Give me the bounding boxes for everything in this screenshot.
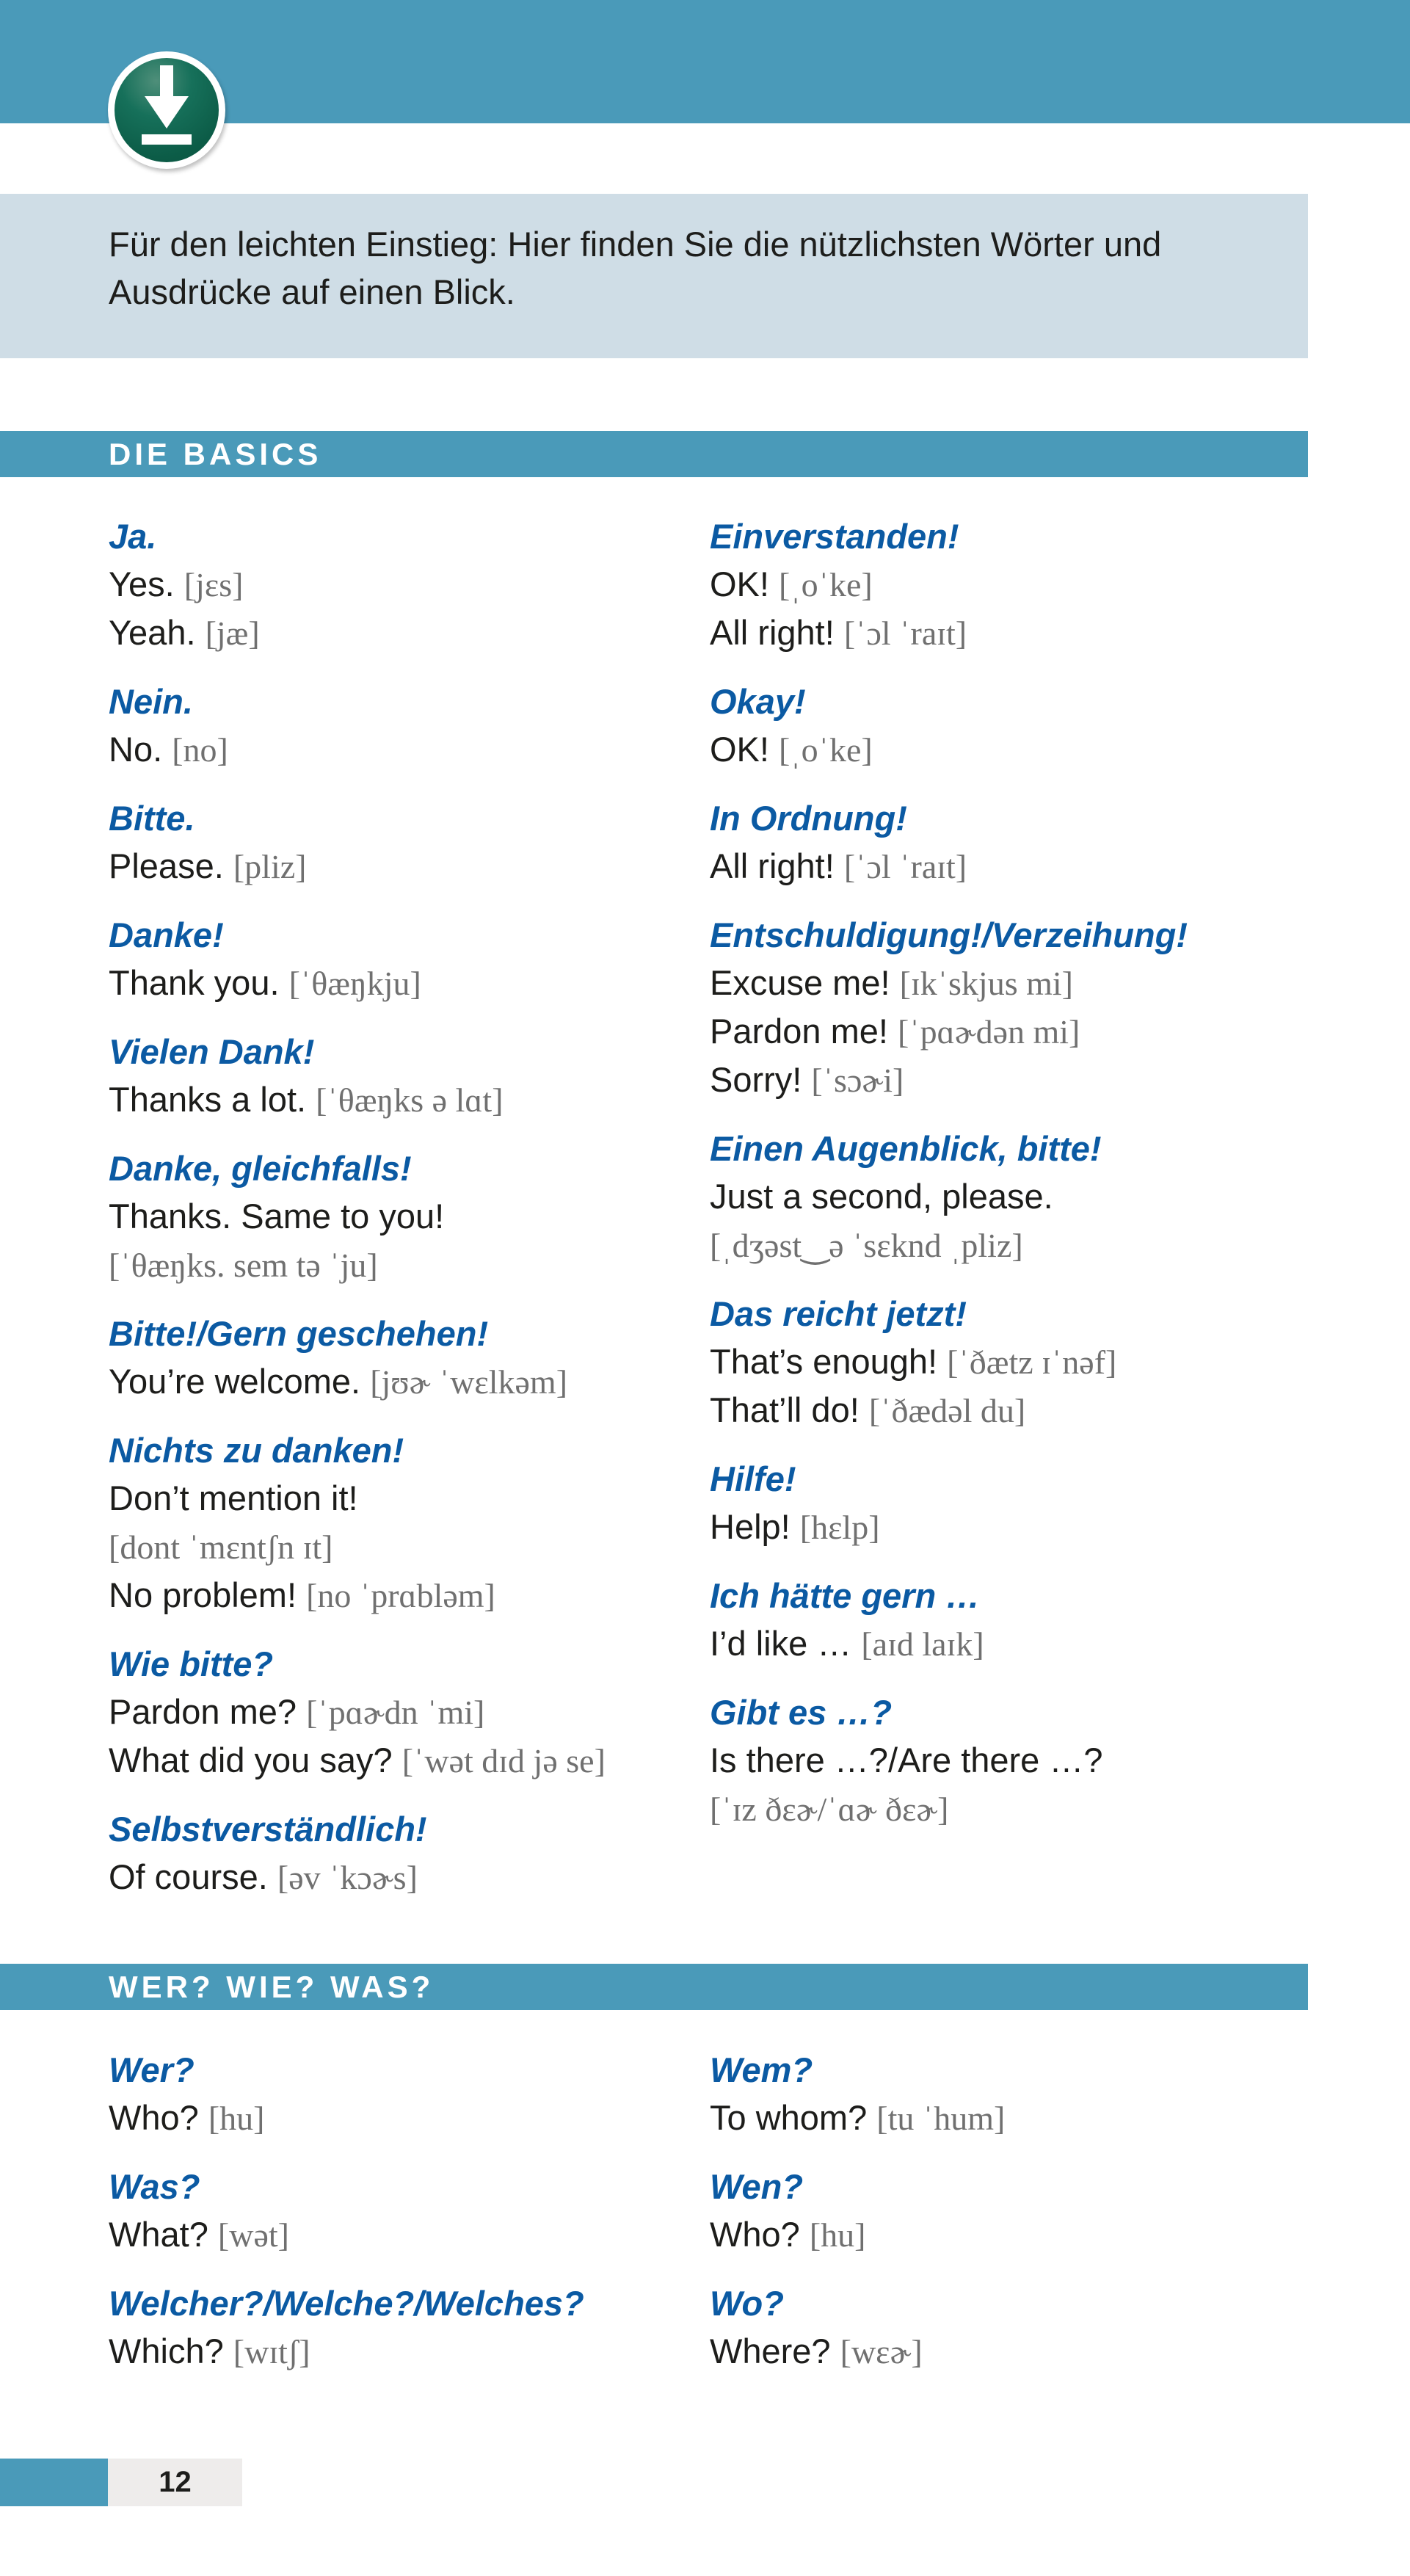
translation-line: [710, 609, 1297, 657]
english-translation: Pardon me?: [109, 1692, 297, 1731]
translation-line: [109, 1075, 696, 1124]
english-translation: Yes.: [109, 565, 175, 603]
phrase-entry: [710, 2163, 1297, 2259]
phrase-entry: [710, 2046, 1297, 2142]
german-phrase: Okay!: [710, 682, 806, 721]
translation-line: [109, 1853, 696, 1901]
english-translation: Where?: [710, 2332, 831, 2370]
english-translation: Of course.: [109, 1857, 268, 1896]
download-arrow-glyph: [115, 58, 219, 162]
section-title: DIE BASICS: [109, 437, 322, 471]
english-translation: Pardon me!: [710, 1012, 888, 1051]
download-icon: [108, 51, 225, 169]
german-phrase: Ja.: [109, 517, 157, 556]
ipa-pronunciation: [ˈpɑɚdən mi]: [898, 1013, 1080, 1051]
english-translation: All right!: [710, 613, 835, 652]
english-translation: I’d like …: [710, 1624, 852, 1663]
english-translation: What?: [109, 2215, 208, 2254]
english-translation: Sorry!: [710, 1060, 802, 1099]
ipa-pronunciation: [jæ]: [205, 614, 260, 652]
translation-line: [710, 1619, 1297, 1668]
phrase-entry: [710, 1455, 1297, 1551]
ipa-pronunciation: [ˌdʒəst‿ə ˈsɛknd ˌpliz]: [710, 1227, 1023, 1264]
german-phrase: Vielen Dank!: [109, 1032, 315, 1071]
english-translation: Yeah.: [109, 613, 196, 652]
ipa-pronunciation: [ɪkˈskjus mi]: [899, 965, 1073, 1002]
ipa-pronunciation: [no ˈprɑbləm]: [306, 1577, 495, 1614]
translation-line: [109, 2327, 696, 2376]
translation-line: [109, 1241, 696, 1289]
ipa-pronunciation: [ˈðædəl du]: [868, 1392, 1026, 1429]
translation-line: [710, 1785, 1297, 1833]
ipa-pronunciation: [əv ˈkɔɚs]: [277, 1859, 418, 1896]
english-translation: Excuse me!: [710, 963, 890, 1002]
ipa-pronunciation: [ˌoˈke]: [779, 566, 873, 603]
ipa-pronunciation: [ˈsɔɚi]: [811, 1062, 904, 1099]
ipa-pronunciation: [wət]: [217, 2216, 289, 2254]
german-phrase: Wie bitte?: [109, 1644, 274, 1683]
phrase-entry: [710, 2279, 1297, 2376]
phrase-entry: [109, 678, 696, 774]
ipa-pronunciation: [ˈɪz ðɛɚ/ˈɑɚ ðɛɚ]: [710, 1790, 949, 1828]
german-phrase: Bitte.: [109, 799, 195, 838]
ipa-pronunciation: [tu ˈhum]: [876, 2100, 1006, 2137]
ipa-pronunciation: [wɪtʃ]: [233, 2333, 310, 2370]
german-phrase: Wo?: [710, 2284, 784, 2323]
german-phrase: Das reicht jetzt!: [710, 1294, 967, 1333]
ipa-pronunciation: [no]: [172, 731, 228, 769]
german-phrase: Welcher?/Welche?/Welches?: [109, 2284, 584, 2323]
ipa-pronunciation: [ˈwət dɪd jə se]: [401, 1742, 606, 1779]
phrase-entry: [710, 911, 1297, 1104]
german-phrase: Danke!: [109, 915, 224, 954]
section-header-questions: [0, 1964, 1308, 2010]
intro-text: Für den leichten Einstieg: Hier finden Sie die nützlichsten Wörter und Ausdrücke auf einen Blick.: [109, 225, 1162, 311]
translation-line: [109, 1357, 696, 1406]
ipa-pronunciation: [ˈpɑɚdn ˈmi]: [306, 1694, 485, 1731]
ipa-pronunciation: [ˌoˈke]: [779, 731, 873, 769]
translation-line: [109, 2210, 696, 2259]
english-translation: No.: [109, 730, 163, 769]
phrase-entry: [109, 2279, 696, 2376]
phrase-entry: [710, 1572, 1297, 1668]
english-translation: Thanks. Same to you!: [109, 1197, 445, 1236]
phrase-entry: [710, 1125, 1297, 1269]
phrase-entry: [109, 2163, 696, 2259]
translation-line: [109, 842, 696, 890]
ipa-pronunciation: [ˈɔl ˈraɪt]: [843, 848, 967, 885]
phrase-entry: [109, 1028, 696, 1124]
german-phrase: Bitte!/Gern geschehen!: [109, 1314, 489, 1353]
english-translation: To whom?: [710, 2098, 868, 2137]
intro-box: [0, 194, 1308, 358]
ipa-pronunciation: [hɛlp]: [799, 1509, 880, 1546]
ipa-pronunciation: [dont ˈmɛntʃn ɪt]: [109, 1528, 333, 1566]
english-translation: Thanks a lot.: [109, 1080, 307, 1119]
translation-line: [710, 842, 1297, 890]
ipa-pronunciation: [aɪd laɪk]: [861, 1625, 984, 1663]
german-phrase: Hilfe!: [710, 1459, 796, 1498]
translation-line: [109, 1736, 696, 1785]
section-header-basics: [0, 431, 1308, 477]
english-translation: What did you say?: [109, 1741, 393, 1779]
german-phrase: Einen Augenblick, bitte!: [710, 1129, 1102, 1168]
translation-line: [109, 1688, 696, 1736]
german-phrase: Wem?: [710, 2050, 813, 2089]
translation-line: [109, 1523, 696, 1571]
english-translation: Don’t mention it!: [109, 1479, 358, 1517]
german-phrase: Was?: [109, 2167, 200, 2206]
translation-line: [710, 2210, 1297, 2259]
phrase-entry: [109, 1426, 696, 1619]
english-translation: Just a second, please.: [710, 1177, 1053, 1216]
translation-line: [710, 1338, 1297, 1386]
english-translation: OK!: [710, 565, 769, 603]
phrase-entry: [710, 512, 1297, 657]
phrase-entry: [109, 911, 696, 1007]
english-translation: Is there …?/Are there …?: [710, 1741, 1103, 1779]
english-translation: OK!: [710, 730, 769, 769]
translation-line: [710, 1007, 1297, 1056]
english-translation: That’ll do!: [710, 1390, 860, 1429]
english-translation: That’s enough!: [710, 1342, 938, 1381]
basics-right-column: [710, 512, 1297, 1854]
translation-line: [109, 725, 696, 774]
ipa-pronunciation: [ˈθæŋkju]: [288, 965, 421, 1002]
phrase-entry: [710, 794, 1297, 890]
translation-line: [109, 1192, 696, 1241]
translation-line: [710, 1736, 1297, 1785]
german-phrase: Selbstverständlich!: [109, 1810, 427, 1848]
footer-accent-bar: [0, 2459, 108, 2506]
translation-line: [109, 1474, 696, 1523]
ipa-pronunciation: [jɛs]: [183, 566, 244, 603]
phrase-entry: [109, 1640, 696, 1785]
translation-line: [710, 725, 1297, 774]
ipa-pronunciation: [jʊɚ ˈwɛlkəm]: [370, 1363, 568, 1401]
section-title: WER? WIE? WAS?: [109, 1970, 435, 2004]
translation-line: [710, 959, 1297, 1007]
english-translation: Which?: [109, 2332, 224, 2370]
phrase-entry: [109, 1144, 696, 1289]
english-translation: Help!: [710, 1507, 791, 1546]
translation-line: [109, 2094, 696, 2142]
translation-line: [109, 959, 696, 1007]
german-phrase: Einverstanden!: [710, 517, 959, 556]
translation-line: [710, 1221, 1297, 1269]
ipa-pronunciation: [ˈθæŋks ə lɑt]: [316, 1081, 504, 1119]
phrase-entry: [109, 1805, 696, 1901]
english-translation: Who?: [109, 2098, 199, 2137]
ipa-pronunciation: [wɛɚ]: [840, 2333, 923, 2370]
german-phrase: Wen?: [710, 2167, 804, 2206]
phrase-entry: [109, 794, 696, 890]
german-phrase: Ich hätte gern …: [710, 1576, 981, 1615]
english-translation: No problem!: [109, 1575, 297, 1614]
english-translation: You’re welcome.: [109, 1362, 361, 1401]
german-phrase: Nein.: [109, 682, 193, 721]
english-translation: All right!: [710, 846, 835, 885]
translation-line: [710, 1172, 1297, 1221]
german-phrase: Nichts zu danken!: [109, 1431, 404, 1470]
ipa-pronunciation: [ˈɔl ˈraɪt]: [843, 614, 967, 652]
basics-left-column: [109, 512, 696, 1922]
english-translation: Thank you.: [109, 963, 280, 1002]
phrase-entry: [109, 512, 696, 657]
phrase-entry: [710, 1290, 1297, 1434]
phrase-entry: [109, 1310, 696, 1406]
translation-line: [109, 560, 696, 609]
questions-right-column: [710, 2046, 1297, 2396]
german-phrase: In Ordnung!: [710, 799, 907, 838]
translation-line: [710, 2327, 1297, 2376]
german-phrase: Entschuldigung!/Verzeihung!: [710, 915, 1188, 954]
translation-line: [710, 1386, 1297, 1434]
ipa-pronunciation: [ˈðætz ɪˈnəf]: [947, 1343, 1117, 1381]
english-translation: Who?: [710, 2215, 800, 2254]
ipa-pronunciation: [hu]: [809, 2216, 866, 2254]
phrase-entry: [109, 2046, 696, 2142]
translation-line: [710, 1503, 1297, 1551]
page-number: 12: [108, 2459, 242, 2506]
ipa-pronunciation: [pliz]: [233, 848, 307, 885]
translation-line: [710, 2094, 1297, 2142]
phrase-entry: [710, 678, 1297, 774]
phrase-entry: [710, 1688, 1297, 1833]
ipa-pronunciation: [ˈθæŋks. sem tə ˈju]: [109, 1247, 378, 1284]
english-translation: Please.: [109, 846, 224, 885]
translation-line: [109, 1571, 696, 1619]
german-phrase: Gibt es …?: [710, 1693, 893, 1732]
translation-line: [710, 560, 1297, 609]
ipa-pronunciation: [hu]: [208, 2100, 265, 2137]
translation-line: [710, 1056, 1297, 1104]
questions-left-column: [109, 2046, 696, 2396]
german-phrase: Danke, gleichfalls!: [109, 1149, 412, 1188]
german-phrase: Wer?: [109, 2050, 195, 2089]
translation-line: [109, 609, 696, 657]
